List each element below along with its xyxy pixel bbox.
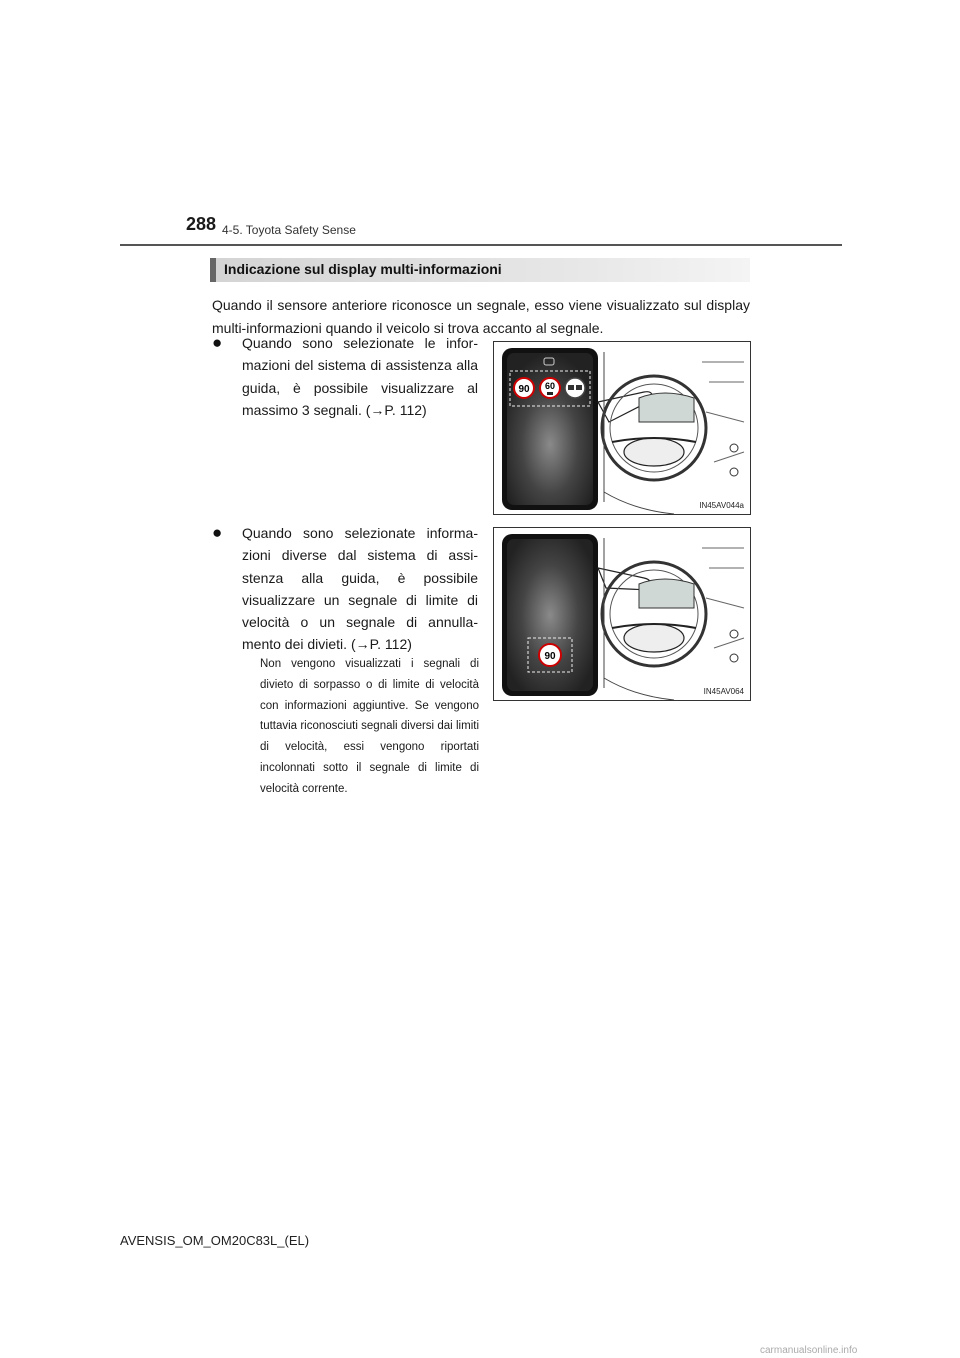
page-number: 288 — [186, 214, 217, 234]
figure-code: IN45AV064 — [703, 687, 744, 696]
bullet-dot-icon: ● — [212, 523, 223, 542]
section-heading-text: Indicazione sul display multi-informazioni — [224, 261, 502, 277]
section-heading — [210, 258, 750, 282]
bullet-dot-icon: ● — [212, 333, 223, 352]
intro-paragraph: Quando il sensore anteriore riconosce un segnale, esso viene visualizzato sul display multi-informazioni quando il veicolo si trova accanto al segnale. — [212, 297, 750, 336]
header-rule — [120, 244, 842, 246]
note-paragraph: Non vengono visualizzati i segnali di divieto di sorpasso o di limite di velocità con informazioni aggiuntive. Se vengono tuttavia riconosciuti segnali diversi dai limiti di velocità, essi vengono riportati incolonnati sotto il segnale di limite di velocità corrente. — [260, 658, 479, 795]
watermark: carmanualsonline.info — [760, 1345, 858, 1356]
section-label: 4-5. Toyota Safety Sense — [222, 223, 356, 237]
bullet-text: Quando sono selezionate le infor-mazioni del sistema di assistenza alla guida, è possibile visualizzare al massimo 3 segnali. (→P. 112) — [242, 335, 478, 418]
speed-sign-label: 60 — [544, 381, 556, 391]
speed-sign-label: 90 — [544, 651, 556, 662]
figure-display-one-sign — [493, 527, 751, 701]
speed-sign-label: 90 — [518, 384, 530, 395]
bullet-text: Quando sono selezionate informa-zioni diverse dal sistema di assi-stenza alla guida, è possibile visualizzare un segnale di limite di velocità o un segnale di annulla-mento dei divieti. (→P. 112) — [242, 525, 478, 653]
dashboard-illustration — [494, 528, 751, 701]
dashboard-illustration — [494, 342, 751, 515]
figure-display-three-signs — [493, 341, 751, 515]
figure-code: IN45AV044a — [699, 501, 744, 510]
footer-document-code: AVENSIS_OM_OM20C83L_(EL) — [120, 1233, 310, 1248]
